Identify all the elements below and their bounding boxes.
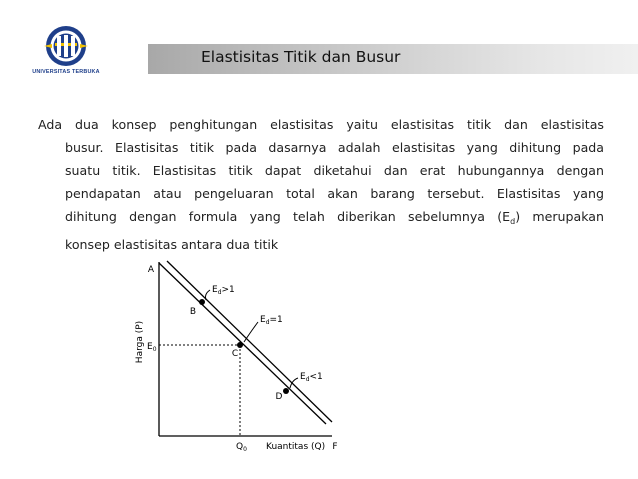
paragraph-line-1: Ada dua konsep penghitungan elastisitas yaitu elastisitas titik dan elastisitas xyxy=(38,117,604,132)
ed-elastic-label: $E_d>1$ xyxy=(212,285,235,296)
point-a-label: A xyxy=(147,265,155,275)
e0-label: $E_0$ xyxy=(147,342,157,353)
ed-unit-label: $E_d=1$ xyxy=(260,315,283,326)
line-5-text: dihitung dengan formula yang telah diberikan sebelumnya (E xyxy=(65,209,511,224)
body-paragraph xyxy=(38,113,604,256)
e-subscript: d xyxy=(510,217,516,226)
x-axis-label: Kuantitas (Q) xyxy=(266,442,326,452)
y-axis-label: Harga (P) xyxy=(135,320,145,364)
paragraph-line-2: busur. Elastisitas titik pada dasarnya adalah elastisitas yang dihitung pada xyxy=(65,140,604,155)
point-b-label: B xyxy=(189,307,197,317)
demand-curve-graph xyxy=(120,250,360,460)
point-d-label: D xyxy=(275,392,283,402)
paragraph-line-4: pendapatan atau pengeluaran total akan barang tersebut. Elastisitas yang xyxy=(65,186,604,201)
paragraph-line-3: suatu titik. Elastisitas titik dapat diketahui dan erat hubungannya dengan xyxy=(65,163,604,178)
point-d-dot xyxy=(283,388,289,394)
q0-label: $Q_0$ xyxy=(236,442,247,453)
ed-unit-leader xyxy=(244,322,258,342)
point-c-label: C xyxy=(231,349,239,359)
demand-line-lower xyxy=(167,261,332,422)
paragraph-line-6: konsep elastisitas antara dua titik xyxy=(65,237,279,252)
paragraph-line-5 xyxy=(38,205,604,233)
logo-caption: UNIVERSITAS TERBUKA xyxy=(32,69,100,75)
slide-title: Elastisitas Titik dan Busur xyxy=(201,48,401,66)
point-f-label: F xyxy=(332,442,338,452)
ed-inelastic-label: $E_d<1$ xyxy=(300,372,323,383)
point-b-dot xyxy=(199,299,205,305)
point-c-dot xyxy=(237,342,243,348)
line-5-end: ) merupakan xyxy=(515,209,605,224)
